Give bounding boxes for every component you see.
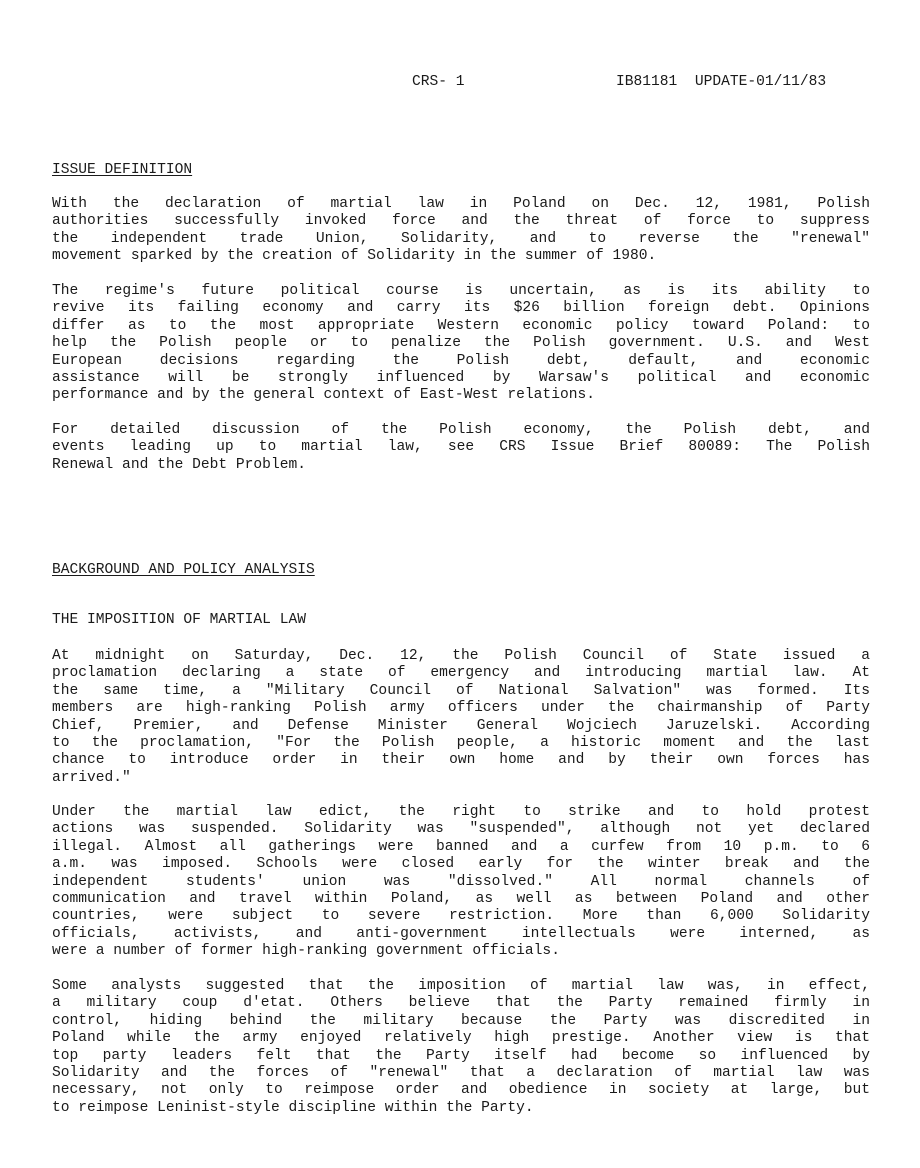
text-line: The regime's future political course is uncertain, as is its ability to [52, 283, 870, 299]
text-line: movement sparked by the creation of Solidarity in the summer of 1980. [52, 248, 657, 265]
issue-definition-paragraph-3 [52, 422, 870, 474]
text-line: For detailed discussion of the Polish economy, the Polish debt, and [52, 422, 870, 438]
text-line: the independent trade Union, Solidarity, and to reverse the "renewal" [52, 230, 870, 247]
text-line: actions was suspended. Solidarity was "suspended", although not yet declared [52, 821, 870, 838]
text-line: differ as to the most appropriate Western economic policy toward Poland: to [52, 317, 870, 334]
text-line: revive its failing economy and carry its $26 billion foreign debt. Opinions [52, 300, 870, 317]
page-number-label: CRS- 1 [412, 74, 465, 90]
text-line: events leading up to martial law, see CRS Issue Brief 80089: The Polish [52, 439, 870, 456]
text-line: to reimpose Leninist-style discipline within the Party. [52, 1099, 534, 1116]
text-line: communication and travel within Poland, as well as between Poland and other [52, 890, 870, 907]
text-line: Renewal and the Debt Problem. [52, 456, 306, 473]
issue-definition-heading: ISSUE DEFINITION [52, 162, 193, 178]
text-line: to the proclamation, "For the Polish people, a historic moment and the last [52, 734, 870, 751]
text-line: Poland while the army enjoyed relatively high prestige. Another view is that [52, 1030, 870, 1047]
text-line: At midnight on Saturday, Dec. 12, the Polish Council of State issued a [52, 648, 870, 664]
background-paragraph-1 [52, 648, 870, 787]
text-line: Some analysts suggested that the imposition of martial law was, in effect, [52, 978, 870, 994]
text-line: members are high-ranking Polish army officers under the chairmanship of Party [52, 700, 870, 717]
text-line: independent students' union was "dissolved." All normal channels of [52, 873, 870, 890]
text-line: the same time, a "Military Council of National Salvation" was formed. Its [52, 682, 870, 699]
text-line: control, hiding behind the military because the Party was discredited in [52, 1012, 870, 1029]
background-paragraph-3 [52, 978, 870, 1117]
text-line: officials, activists, and anti-government intellectuals were interned, as [52, 925, 870, 942]
background-paragraph-2 [52, 804, 870, 961]
text-line: performance and by the general context of East-West relations. [52, 387, 595, 404]
text-line: Chief, Premier, and Defense Minister General Wojciech Jaruzelski. According [52, 717, 870, 734]
text-line: countries, were subject to severe restriction. More than 6,000 Solidarity [52, 908, 870, 925]
text-line: illegal. Almost all gatherings were banned and a curfew from 10 p.m. to 6 [52, 838, 870, 855]
issue-definition-paragraph-1 [52, 196, 870, 266]
text-line: Solidarity and the forces of "renewal" that a declaration of martial law was [52, 1064, 870, 1081]
text-line: necessary, not only to reimpose order and obedience in society at large, but [52, 1082, 870, 1099]
text-line: help the Polish people or to penalize the Polish government. U.S. and West [52, 335, 870, 352]
text-line: proclamation declaring a state of emergency and introducing martial law. At [52, 665, 870, 682]
text-line: assistance will be strongly influenced by Warsaw's political and economic [52, 369, 870, 386]
text-line: With the declaration of martial law in Poland on Dec. 12, 1981, Polish [52, 196, 870, 212]
background-heading: BACKGROUND AND POLICY ANALYSIS [52, 562, 315, 578]
martial-law-subheading: THE IMPOSITION OF MARTIAL LAW [52, 612, 306, 628]
text-line: chance to introduce order in their own home and by their own forces has [52, 752, 870, 769]
text-line: top party leaders felt that the Party itself had become so influenced by [52, 1047, 870, 1064]
text-line: arrived." [52, 769, 131, 786]
text-line: European decisions regarding the Polish debt, default, and economic [52, 352, 870, 369]
issue-definition-paragraph-2 [52, 283, 870, 405]
text-line: Under the martial law edict, the right to strike and to hold protest [52, 804, 870, 820]
text-line: a military coup d'etat. Others believe that the Party remained firmly in [52, 995, 870, 1012]
text-line: authorities successfully invoked force and the threat of force to suppress [52, 213, 870, 230]
text-line: a.m. was imposed. Schools were closed early for the winter break and the [52, 856, 870, 873]
text-line: were a number of former high-ranking government officials. [52, 943, 560, 960]
document-id-label: IB81181 UPDATE-01/11/83 [616, 74, 827, 90]
